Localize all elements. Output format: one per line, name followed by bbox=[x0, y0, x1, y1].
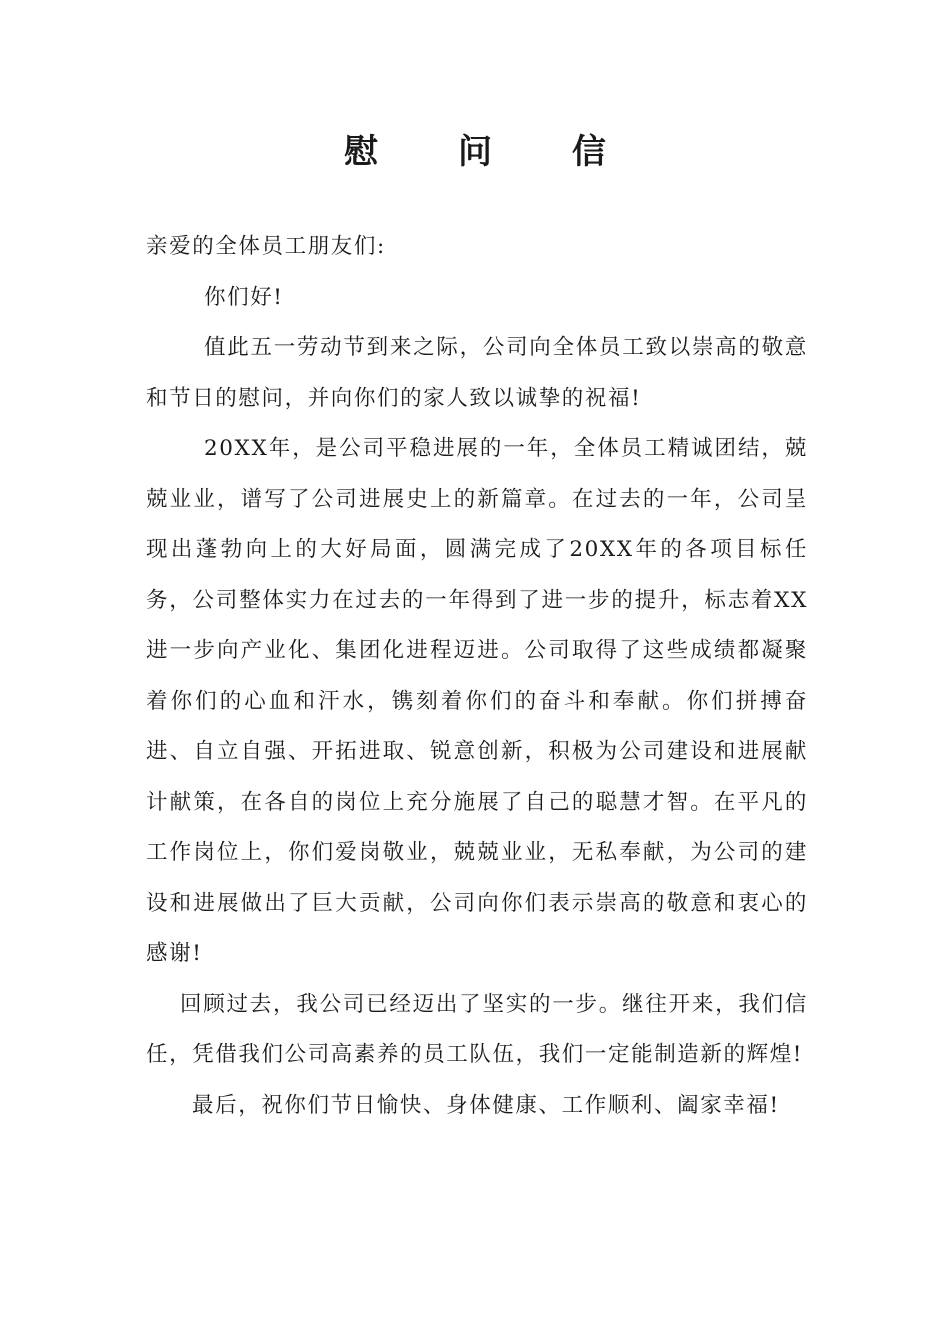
paragraph-greeting: 你们好! bbox=[204, 284, 284, 310]
paragraph-closing-wishes: 最后，祝你们节日愉快、身体健康、工作顺利、阖家幸福! bbox=[192, 1092, 780, 1118]
salutation: 亲爱的全体员工朋友们: bbox=[146, 234, 386, 259]
paragraph-looking-forward: 回顾过去，我公司已经迈出了坚实的一步。继往开来，我们信任，凭借我们公司高素养的员工队伍，我们一定能制造新的辉煌! bbox=[146, 991, 808, 1067]
paragraph-holiday-wishes: 值此五一劳动节到来之际，公司向全体员工致以崇高的敬意和节日的慰问，并向你们的家人致以诚挚的祝福! bbox=[146, 335, 808, 411]
paragraph-year-review: 20XX年，是公司平稳进展的一年，全体员工精诚团结，兢兢业业，谱写了公司进展史上的新篇章。在过去的一年，公司呈现出蓬勃向上的大好局面，圆满完成了20XX年的各项目标任务，公司整体实力在过去的一年得到了进一步的提升，标志着XX进一步向产业化、集团化进程迈进。公司取得了这些成绩都凝聚着你们的心血和汗水，镌刻着你们的奋斗和奉献。你们拼搏奋进、自立自强、开拓进取、锐意创新，积极为公司建设和进展献计献策，在各自的岗位上充分施展了自己的聪慧才智。在平凡的工作岗位上，你们爱岗敬业，兢兢业业，无私奉献，为公司的建设和进展做出了巨大贡献，公司向你们表示崇高的敬意和衷心的感谢! bbox=[146, 436, 808, 966]
letter-body bbox=[146, 222, 808, 1131]
letter-title: 慰 问 信 bbox=[344, 132, 640, 172]
